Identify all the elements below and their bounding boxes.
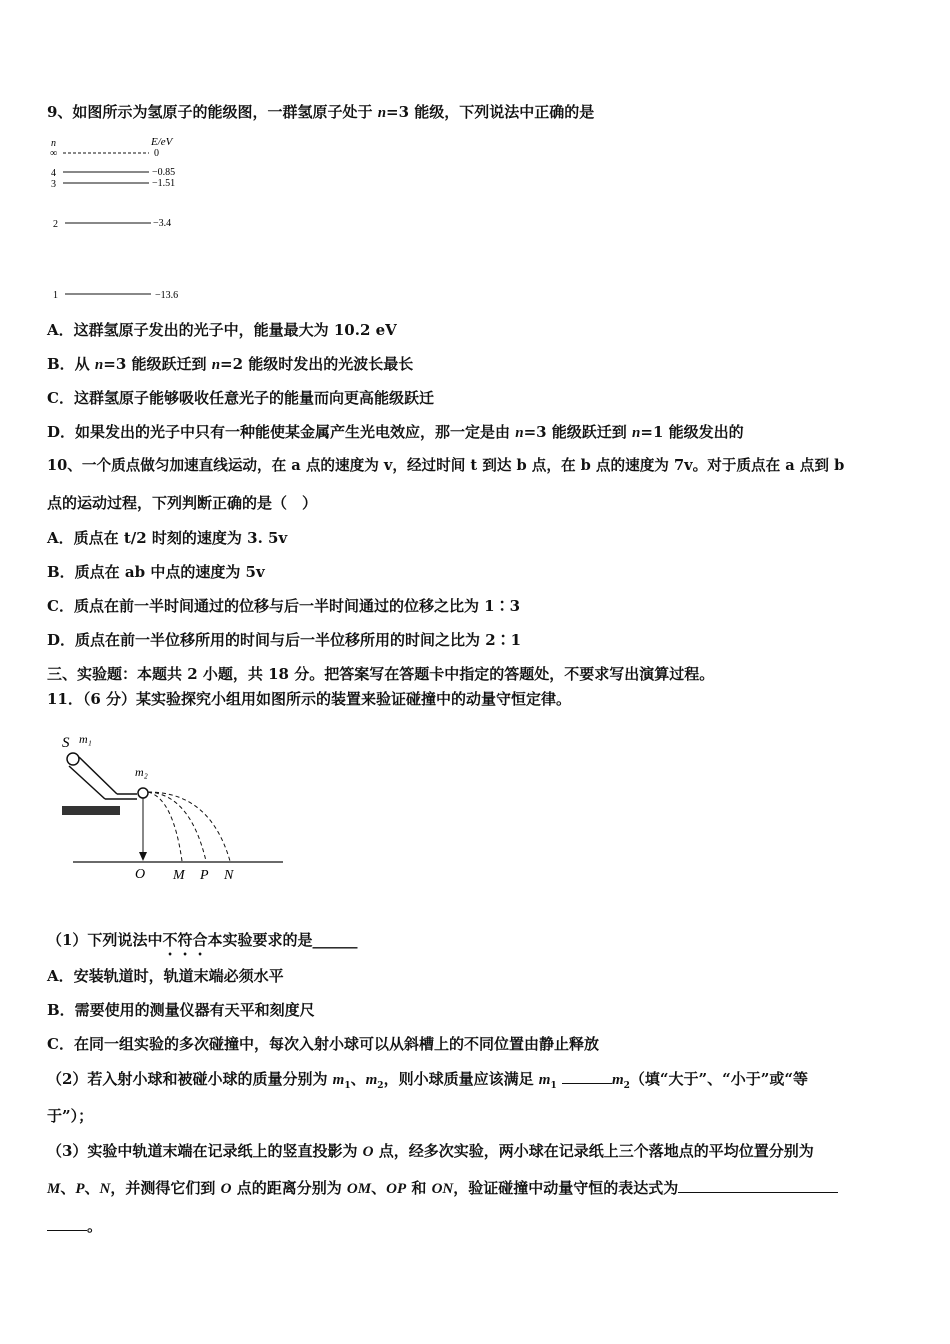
q9-optd-n1: n bbox=[515, 425, 524, 441]
level-n-inf: ∞ bbox=[50, 148, 58, 159]
ramp-upper bbox=[69, 766, 105, 799]
q9-option-d bbox=[47, 422, 744, 443]
collision-apparatus-diagram bbox=[55, 728, 295, 888]
q11-p3-g: 、 bbox=[371, 1179, 387, 1197]
q10-option-a: A．质点在 t/2 时刻的速度为 3. 5v bbox=[47, 529, 288, 547]
q9-optd-n2: n bbox=[632, 425, 641, 441]
q11-p3-end: 。 bbox=[87, 1217, 103, 1235]
q11-p2-sub1b: 1 bbox=[550, 1081, 557, 1091]
q11-part3-line2 bbox=[47, 1178, 838, 1199]
level-n-3: 3 bbox=[51, 179, 56, 190]
table-block bbox=[62, 806, 120, 815]
ball-m1 bbox=[67, 753, 79, 765]
n-axis-label: n bbox=[51, 138, 56, 149]
label-m2: m₂ bbox=[135, 765, 148, 779]
q11-p1-option-b: B．需要使用的测量仪器有天平和刻度尺 bbox=[47, 1001, 315, 1019]
q11-p2-answer-blank[interactable] bbox=[562, 1069, 612, 1084]
q11-p2-d: （填“大于”、“小于”或“等 bbox=[629, 1070, 809, 1088]
q11-p1-post: 本实验要求的是______ bbox=[207, 931, 358, 949]
q11-p3-c: 、 bbox=[60, 1179, 76, 1197]
q11-p3-O: O bbox=[362, 1144, 374, 1160]
q10-option-b: B．质点在 ab 中点的速度为 5v bbox=[47, 563, 265, 581]
level-e-1: −13.6 bbox=[155, 290, 179, 301]
q11-p1-option-c: C．在同一组实验的多次碰撞中，每次入射小球可以从斜槽上的不同位置由静止释放 bbox=[47, 1035, 599, 1053]
q11-p3-b: 点，经多次实验，两小球在记录纸上三个落地点的平均位置分别为 bbox=[373, 1142, 814, 1160]
ball-m2 bbox=[138, 788, 148, 798]
e-axis-label: E/eV bbox=[151, 136, 173, 148]
q11-p2-sub2b: 2 bbox=[623, 1081, 630, 1091]
q9-option-c: C．这群氢原子能够吸收任意光子的能量而向更高能级跃迁 bbox=[47, 389, 434, 407]
q11-p2-a: （2）若入射小球和被碰小球的质量分别为 bbox=[47, 1070, 333, 1088]
q10-stem-1: 10、一个质点做匀加速直线运动，在 a 点的速度为 v，经过时间 t 到达 b 点，在 b 点的速度为 7v。对于质点在 a 点到 b bbox=[47, 457, 845, 474]
q9-optb-3: =2 能级时发出的光波长最长 bbox=[220, 355, 414, 373]
label-P: P bbox=[200, 868, 209, 883]
q11-p3-OP: OP bbox=[386, 1181, 407, 1197]
q11-part1 bbox=[47, 930, 357, 959]
q9-stem bbox=[47, 102, 594, 123]
q11-part3-line3 bbox=[47, 1216, 102, 1236]
q9-optb-n2: n bbox=[211, 357, 221, 373]
q11-p3-M: M bbox=[47, 1181, 61, 1197]
q11-stem: 11．（6 分）某实验探究小组用如图所示的装置来验证碰撞中的动量守恒定律。 bbox=[47, 690, 572, 708]
q11-p3-e: ，并测得它们到 bbox=[110, 1179, 221, 1197]
label-O: O bbox=[135, 867, 146, 882]
trajectory-P bbox=[148, 792, 206, 861]
q11-p2-m1b: m bbox=[538, 1072, 551, 1088]
label-m1: m₁ bbox=[79, 732, 92, 746]
q11-p2-continued: 于”）； bbox=[47, 1107, 94, 1125]
q11-p1-option-a: A．安装轨道时，轨道末端必须水平 bbox=[47, 967, 284, 985]
q11-part3 bbox=[47, 1141, 814, 1162]
q11-p3-P: P bbox=[75, 1181, 85, 1197]
q9-optd-3: =1 能级发出的 bbox=[640, 423, 744, 441]
level-e-3: −1.51 bbox=[152, 178, 176, 189]
q11-p3-OM: OM bbox=[346, 1181, 372, 1197]
q11-p3-a: （3）实验中轨道末端在记录纸上的竖直投影为 bbox=[47, 1142, 363, 1160]
q9-optb-n1: n bbox=[94, 357, 104, 373]
label-S: S bbox=[62, 735, 70, 751]
q11-p2-sub1: 1 bbox=[344, 1081, 351, 1091]
q11-p3-h: 和 bbox=[406, 1179, 432, 1197]
q11-p2-m1: m bbox=[332, 1072, 345, 1088]
trajectory-N bbox=[148, 792, 230, 861]
label-N: N bbox=[224, 868, 234, 883]
label-M: M bbox=[173, 868, 185, 883]
level-e-inf: 0 bbox=[154, 148, 159, 159]
q11-p3-O2: O bbox=[220, 1181, 232, 1197]
q11-p3-f: 点的距离分别为 bbox=[231, 1179, 347, 1197]
energy-level-diagram bbox=[47, 134, 207, 304]
level-n-1: 1 bbox=[53, 290, 58, 301]
q9-option-b bbox=[47, 354, 413, 375]
q11-p3-i: ，验证碰撞中动量守恒的表达式为 bbox=[453, 1179, 679, 1197]
q11-p3-answer-blank[interactable] bbox=[678, 1178, 838, 1193]
q10-option-c: C．质点在前一半时间通过的位移与后一半时间通过的位移之比为 1∶3 bbox=[47, 597, 521, 615]
q11-p2-m2b: m bbox=[611, 1072, 624, 1088]
q11-p3-answer-blank-cont[interactable] bbox=[47, 1216, 87, 1231]
plumb-arrow bbox=[139, 852, 147, 861]
q10-stem-2: 点的运动过程，下列判断正确的是（ ） bbox=[47, 494, 318, 512]
q11-p2-m2: m bbox=[365, 1072, 378, 1088]
q11-p1-pre: （1）下列说法中 bbox=[47, 931, 163, 949]
q11-part2 bbox=[47, 1069, 808, 1096]
q9-optd-1: D．如果发出的光子中只有一种能使某金属产生光电效应，那一定是由 bbox=[47, 423, 516, 441]
q11-p2-sub2: 2 bbox=[377, 1081, 384, 1091]
q9-stem-mid: =3 能级，下列说法中正确的是 bbox=[386, 103, 595, 121]
q11-p1-emphasis: 不符合 bbox=[162, 931, 208, 949]
q9-optd-2: =3 能级跃迁到 bbox=[523, 423, 633, 441]
q11-p2-b: 、 bbox=[350, 1070, 366, 1088]
q9-optb-2: =3 能级跃迁到 bbox=[103, 355, 212, 373]
q11-p2-c: ，则小球质量应该满足 bbox=[383, 1070, 539, 1088]
level-n-4: 4 bbox=[51, 168, 56, 179]
q9-option-a: A．这群氢原子发出的光子中，能量最大为 10.2 eV bbox=[47, 321, 397, 339]
q11-p3-d: 、 bbox=[84, 1179, 100, 1197]
ramp-lower bbox=[79, 757, 117, 794]
level-e-4: −0.85 bbox=[152, 167, 176, 178]
q11-p3-ON: ON bbox=[431, 1181, 454, 1197]
q11-p3-N: N bbox=[99, 1181, 111, 1197]
q9-n-var: n bbox=[377, 105, 387, 121]
q9-stem-text: 9、如图所示为氢原子的能级图，一群氢原子处于 bbox=[47, 103, 373, 121]
level-e-2: −3.4 bbox=[153, 218, 172, 229]
level-n-2: 2 bbox=[53, 219, 58, 230]
q10-option-d: D．质点在前一半位移所用的时间与后一半位移所用的时间之比为 2∶1 bbox=[47, 631, 522, 649]
trajectory-M bbox=[148, 792, 182, 861]
q9-optb-1: B．从 bbox=[47, 355, 95, 373]
section-3-heading: 三、实验题：本题共 2 小题，共 18 分。把答案写在答题卡中指定的答题处，不要求写出演算过程。 bbox=[47, 665, 715, 683]
